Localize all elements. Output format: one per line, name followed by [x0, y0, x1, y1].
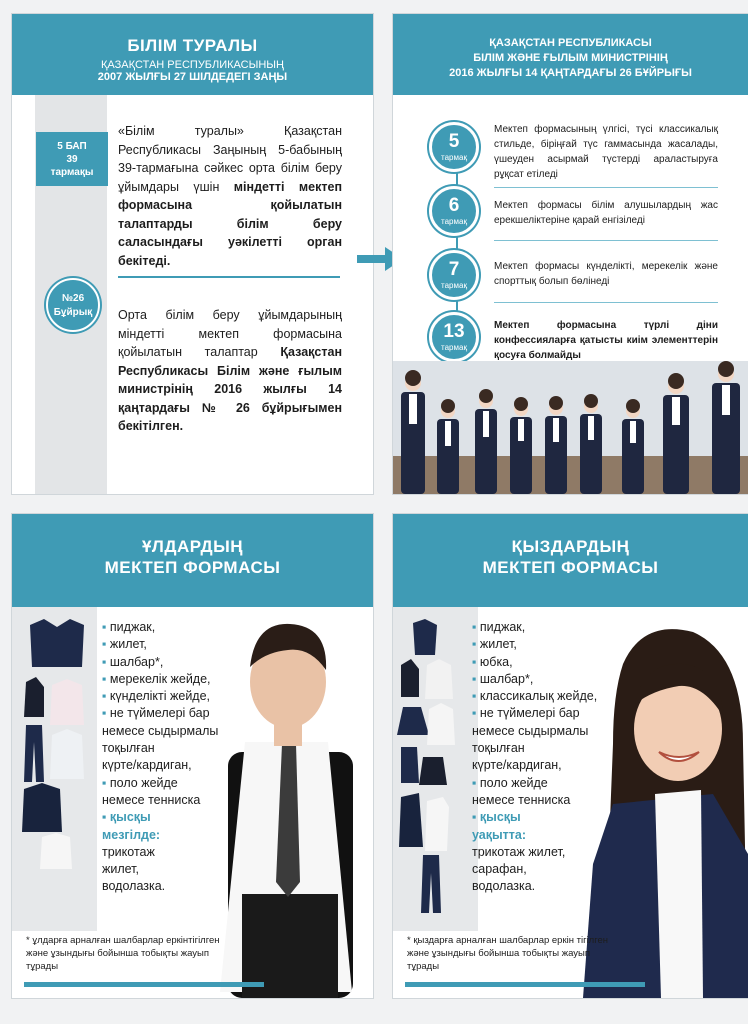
point-badge — [429, 122, 479, 172]
point-text: Мектеп формасының үлгісі, түсі классикалық стильде, біріңғай түс гаммасында жасалады, үшеуден асырмай түстерді араластыруға рұқсат етіледі — [494, 124, 718, 180]
list-item: ▪ не түймелері бар — [102, 706, 210, 721]
article-tag-line3: тармақы — [50, 167, 94, 178]
law-paragraph-2-text: Орта білім беру ұйымдарының міндетті мектеп формасына қойылатын талаптар — [118, 308, 342, 359]
list-item-continuation: күрте/кардиган, — [472, 758, 562, 773]
cardigan-icon — [401, 747, 419, 783]
point-number: 5 — [448, 131, 460, 152]
cardigan-icon — [22, 783, 62, 832]
point-number: 13 — [443, 321, 465, 342]
list-item-text: мерекелік жейде, — [109, 671, 211, 686]
point-text: Мектеп формасына түрлі діни конфессияларға қатысты киім элементтерін қосуға болмайды — [494, 320, 718, 361]
list-item: ▪ пиджак, — [472, 620, 526, 634]
list-item-continuation: немесе тенниска — [472, 792, 571, 807]
season-label: ▪ қысқы — [102, 810, 151, 825]
season-label-line2: уақытта: — [472, 827, 527, 842]
order-title-line1: ҚАЗАҚСТАН РЕСПУБЛИКАСЫ — [489, 37, 652, 49]
girls-items-list — [472, 619, 597, 896]
boys-header — [12, 514, 373, 594]
list-item: ▪ шалбар*, — [472, 671, 534, 686]
divider — [118, 276, 340, 278]
list-item: ▪ жилет, — [472, 637, 517, 652]
boys-clothes-gallery — [12, 607, 97, 931]
point-divider — [494, 240, 718, 241]
list-item-text: жилет, — [479, 637, 517, 652]
list-item: ▪ мерекелік жейде, — [102, 671, 211, 686]
list-item: ▪ күнделікті жейде, — [102, 689, 211, 704]
law-paragraph-2-bold: Қазақстан Республикасы Білім және ғылым министрінің 2016 жылғы 14 қаңтардағы № 26 бұйрығымен бекітілген. — [118, 345, 342, 433]
shirt-icon — [425, 659, 453, 699]
point-divider — [494, 302, 718, 303]
law-paragraph-2 — [118, 306, 342, 436]
order-badge-label: Бұйрық — [53, 307, 93, 318]
list-item-text: пиджак, — [479, 620, 526, 634]
polo-icon — [425, 797, 449, 851]
list-item-continuation: немесе сыдырмалы — [102, 723, 219, 738]
law-panel — [12, 14, 373, 494]
point-number: 6 — [448, 195, 460, 216]
winter-item: жилет, — [102, 862, 139, 877]
list-item-continuation: немесе тенниска — [102, 792, 201, 807]
winter-item: водолазка. — [102, 879, 166, 894]
boys-uniform-panel — [12, 514, 373, 998]
list-item-text: не түймелері бар — [479, 706, 580, 721]
winter-item: трикотаж жилет, — [472, 844, 566, 859]
footnote-bar — [405, 982, 645, 987]
header-stripe — [12, 594, 373, 607]
list-item-text: күнделікті жейде, — [109, 689, 211, 704]
shirt-icon — [50, 729, 84, 779]
list-item-continuation: тоқылған — [102, 741, 155, 756]
law-date: 2007 ЖЫЛҒЫ 27 ШІЛДЕДЕГІ ЗАҢЫ — [97, 71, 288, 83]
point-text: Мектеп формасы білім алушылардың жас ерекшеліктеріне қарай енгізіледі — [494, 200, 718, 226]
point-unit: тармақ — [441, 343, 467, 352]
boys-title-line1: ҰЛДАРДЫҢ — [141, 537, 244, 556]
season-label-line1: қысқы — [479, 810, 521, 825]
skirt-icon — [419, 757, 447, 785]
list-item-text: жилет, — [109, 637, 147, 652]
list-item-text: шалбар*, — [109, 654, 164, 669]
list-item-continuation: немесе сыдырмалы — [472, 723, 589, 738]
list-item-text: не түймелері бар — [109, 706, 210, 721]
law-paragraph-1 — [118, 122, 342, 270]
point-badge — [429, 250, 479, 300]
list-item: ▪ жилет, — [102, 637, 147, 652]
list-item: ▪ поло жейде — [472, 775, 548, 790]
article-tag-line2: 39 — [66, 154, 78, 165]
list-item-text: юбка, — [479, 654, 513, 669]
list-item-text: пиджак, — [109, 620, 156, 634]
girls-footnote: * қыздарға арналған шалбарлар еркін тігілген және ұзындығы бойынша тобықты жауып тұрады — [407, 935, 608, 972]
order-badge-number: №26 — [61, 293, 85, 304]
order-header — [393, 14, 748, 95]
law-subtitle: ҚАЗАҚСТАН РЕСПУБЛИКАСЫНЫҢ — [101, 59, 284, 71]
winter-item: трикотаж — [102, 844, 155, 859]
girls-clothes-gallery — [393, 607, 478, 931]
article-tag-line1: 5 БАП — [57, 141, 87, 152]
list-item-text: шалбар*, — [479, 671, 534, 686]
list-item-continuation: күрте/кардиган, — [102, 758, 192, 773]
girls-uniform-panel — [393, 514, 748, 998]
blazer-icon — [413, 619, 437, 655]
sarafan-icon — [399, 793, 423, 847]
header-stripe — [393, 594, 748, 607]
list-item-continuation: тоқылған — [472, 741, 525, 756]
order-panel — [393, 14, 748, 494]
students-photo — [393, 361, 748, 494]
shirt-icon — [50, 679, 84, 725]
law-paragraph-1-text: «Білім туралы» Қазақстан Республикасы Заңының 5-бабының 39-тармағына сәйкес орта білім беру ұйымдары үшін — [118, 124, 342, 194]
list-item-text: поло жейде — [479, 775, 548, 790]
list-item: ▪ не түймелері бар — [472, 706, 580, 721]
footnote-bar — [24, 982, 264, 987]
season-label-line2: мезгілде: — [102, 827, 161, 842]
list-item-text: поло жейде — [109, 775, 178, 790]
law-title: БІЛІМ ТУРАЛЫ — [127, 36, 258, 55]
boys-title-line2: МЕКТЕП ФОРМАСЫ — [104, 558, 281, 577]
list-item: ▪ шалбар*, — [102, 654, 164, 669]
season-label: ▪ қысқы — [472, 810, 521, 825]
point-unit: тармақ — [441, 153, 467, 162]
point-text: Мектеп формасы күнделікті, мерекелік және спорттық болып бөлінеді — [494, 261, 718, 287]
point-unit: тармақ — [441, 281, 467, 290]
polo-icon — [40, 833, 72, 869]
list-item: ▪ пиджак, — [102, 620, 156, 634]
list-item: ▪ поло жейде — [102, 775, 178, 790]
list-item: ▪ классикалық жейде, — [472, 689, 598, 704]
girls-header — [393, 514, 748, 594]
point-badge — [429, 312, 479, 362]
order-title-line3: 2016 ЖЫЛҒЫ 14 ҚАҢТАРДАҒЫ 26 БҰЙРЫҒЫ — [449, 67, 692, 79]
boys-footnote: * ұлдарға арналған шалбарлар еркінтігілген және ұзындығы бойынша тобықты жауып тұрады — [26, 935, 220, 972]
girls-title-line1: ҚЫЗДАРДЫҢ — [511, 537, 630, 556]
winter-item: сарафан, — [472, 862, 527, 877]
winter-item: водолазка. — [472, 879, 536, 894]
law-header — [12, 14, 373, 95]
article-tag — [36, 132, 108, 186]
order-title-line2: БІЛІМ ЖӘНЕ ҒЫЛЫМ МИНИСТРІНІҢ — [473, 52, 668, 64]
point-badge — [429, 186, 479, 236]
point-divider — [494, 187, 718, 188]
order-badge — [46, 278, 100, 332]
point-number: 7 — [448, 259, 460, 280]
list-item: ▪ юбка, — [472, 654, 513, 669]
list-item-text: классикалық жейде, — [479, 689, 598, 704]
girls-title-line2: МЕКТЕП ФОРМАСЫ — [482, 558, 659, 577]
blouse-icon — [427, 703, 455, 745]
law-paragraph-1-bold: міндетті мектеп формасына қойылатын талаптарды білім беру саласындағы уәкілетті орган бекітеді. — [118, 179, 342, 268]
season-label-line1: қысқы — [109, 810, 151, 825]
point-unit: тармақ — [441, 217, 467, 226]
